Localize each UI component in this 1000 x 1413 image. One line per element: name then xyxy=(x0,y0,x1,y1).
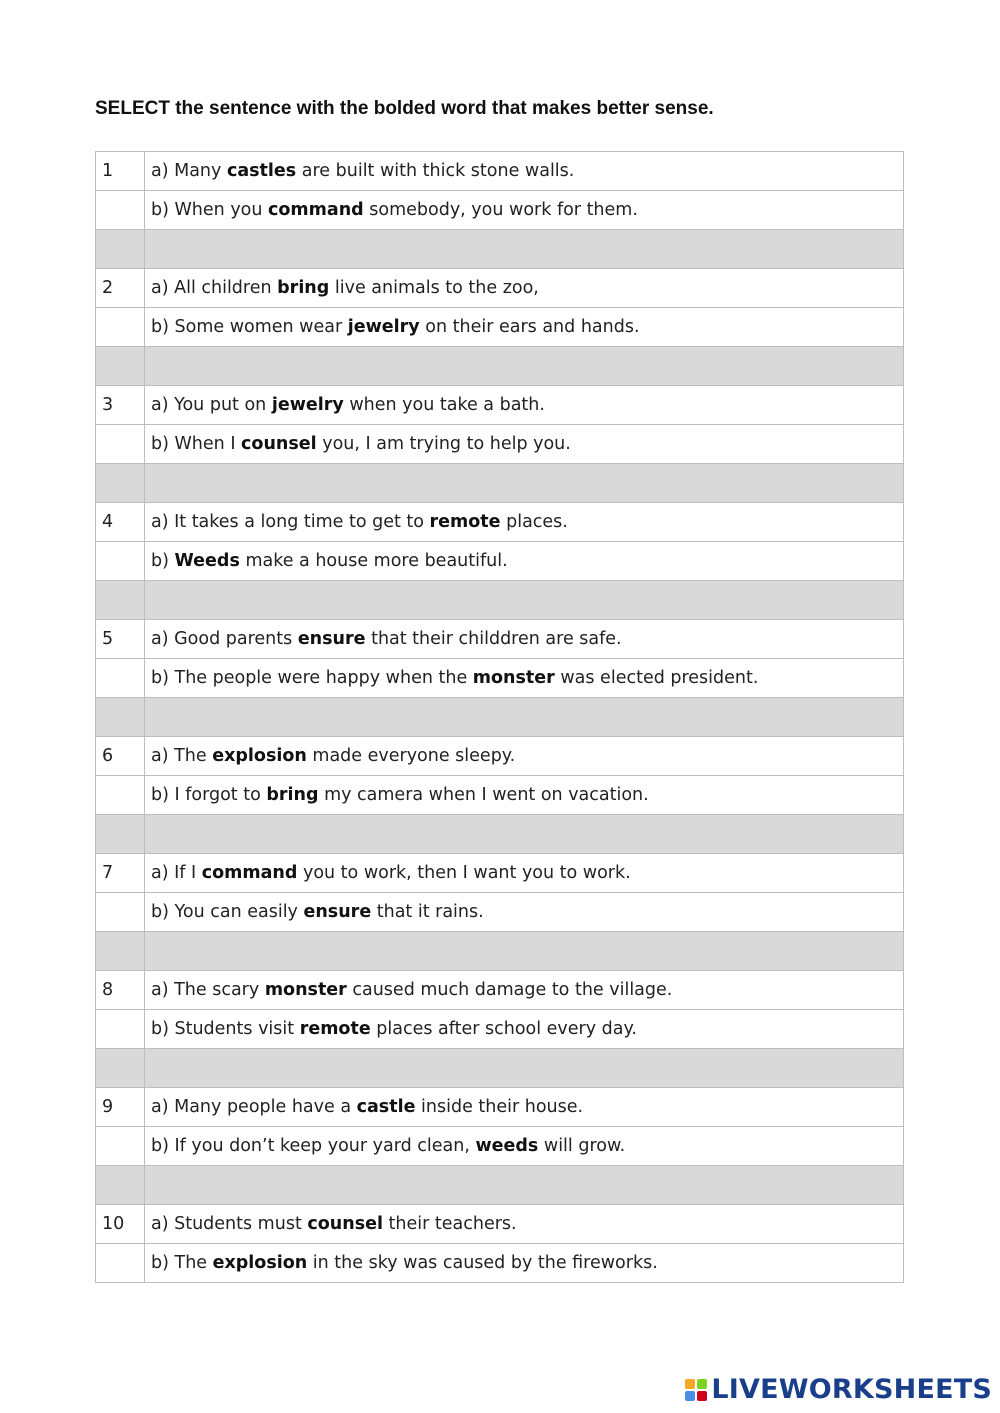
bolded-word: ensure xyxy=(303,902,372,922)
sentence-post: make a house more beautiful. xyxy=(239,551,508,571)
liveworksheets-logo-icon xyxy=(685,1379,707,1401)
number-cell-empty xyxy=(96,1127,145,1166)
sentence-post: somebody, you work for them. xyxy=(363,200,638,220)
question-row-a xyxy=(96,1088,904,1127)
number-cell-empty xyxy=(96,1010,145,1049)
question-number: 10 xyxy=(96,1205,145,1244)
question-row-b xyxy=(96,542,904,581)
question-row-a xyxy=(96,503,904,542)
question-row-b xyxy=(96,1127,904,1166)
sentence-post: when you take a bath. xyxy=(343,395,545,415)
separator-cell xyxy=(96,347,145,386)
question-row-b xyxy=(96,776,904,815)
separator-row xyxy=(96,464,904,503)
option-b[interactable] xyxy=(145,1244,904,1283)
option-a[interactable] xyxy=(145,854,904,893)
sentence-post: made everyone sleepy. xyxy=(306,746,516,766)
bolded-word: bring xyxy=(277,278,330,298)
sentence-post: are built with thick stone walls. xyxy=(296,161,575,181)
question-row-a xyxy=(96,152,904,191)
separator-cell xyxy=(145,464,904,503)
option-b[interactable] xyxy=(145,1010,904,1049)
sentence-pre: a) Good parents xyxy=(151,629,298,649)
question-number: 3 xyxy=(96,386,145,425)
question-number: 1 xyxy=(96,152,145,191)
sentence-pre: b) You can easily xyxy=(151,902,304,922)
bolded-word: remote xyxy=(299,1019,371,1039)
separator-cell xyxy=(96,230,145,269)
separator-row xyxy=(96,1166,904,1205)
option-b[interactable] xyxy=(145,893,904,932)
bolded-word: remote xyxy=(429,512,501,532)
sentence-post: caused much damage to the village. xyxy=(346,980,673,1000)
separator-cell xyxy=(96,932,145,971)
sentence-pre: a) All children xyxy=(151,278,278,298)
separator-cell xyxy=(96,698,145,737)
sentence-pre: b) I forgot to xyxy=(151,785,267,805)
sentence-pre: b) The people were happy when the xyxy=(151,668,473,688)
bolded-word: jewelry xyxy=(271,395,344,415)
option-b[interactable] xyxy=(145,659,904,698)
number-cell-empty xyxy=(96,308,145,347)
separator-cell xyxy=(145,1166,904,1205)
separator-row xyxy=(96,581,904,620)
liveworksheets-logo xyxy=(685,1374,992,1405)
question-number: 8 xyxy=(96,971,145,1010)
question-row-b xyxy=(96,425,904,464)
separator-cell xyxy=(145,230,904,269)
bolded-word: monster xyxy=(264,980,347,1000)
sentence-post: you, I am trying to help you. xyxy=(316,434,571,454)
number-cell-empty xyxy=(96,893,145,932)
bolded-word: castles xyxy=(226,161,297,181)
sentence-pre: a) If I xyxy=(151,863,202,883)
number-cell-empty xyxy=(96,1244,145,1283)
separator-cell xyxy=(96,581,145,620)
bolded-word: weeds xyxy=(475,1136,539,1156)
separator-row xyxy=(96,815,904,854)
question-row-b xyxy=(96,191,904,230)
number-cell-empty xyxy=(96,425,145,464)
option-a[interactable] xyxy=(145,1205,904,1244)
option-b[interactable] xyxy=(145,425,904,464)
sentence-pre: b) The xyxy=(151,1253,213,1273)
sentence-pre: b) If you don’t keep your yard clean, xyxy=(151,1136,476,1156)
sentence-pre: a) Many xyxy=(151,161,227,181)
bolded-word: ensure xyxy=(297,629,366,649)
option-a[interactable] xyxy=(145,386,904,425)
option-b[interactable] xyxy=(145,308,904,347)
separator-row xyxy=(96,1049,904,1088)
question-row-a xyxy=(96,854,904,893)
separator-cell xyxy=(145,581,904,620)
option-b[interactable] xyxy=(145,542,904,581)
logo-text: LIVEWORKSHEETS xyxy=(711,1374,992,1405)
question-row-a xyxy=(96,737,904,776)
bolded-word: explosion xyxy=(212,1253,308,1273)
sentence-pre: b) When you xyxy=(151,200,269,220)
separator-cell xyxy=(96,815,145,854)
sentence-post: on their ears and hands. xyxy=(419,317,640,337)
bolded-word: explosion xyxy=(212,746,307,766)
sentence-pre: a) Many people have a xyxy=(151,1097,357,1117)
question-number: 2 xyxy=(96,269,145,308)
sentence-pre: a) You put on xyxy=(151,395,272,415)
sentence-pre: b) When I xyxy=(151,434,242,454)
sentence-pre: b) xyxy=(151,551,175,571)
sentence-post: inside their house. xyxy=(415,1097,584,1117)
question-table xyxy=(95,151,904,1283)
question-number: 6 xyxy=(96,737,145,776)
number-cell-empty xyxy=(96,542,145,581)
separator-cell xyxy=(145,698,904,737)
option-a[interactable] xyxy=(145,152,904,191)
option-a[interactable] xyxy=(145,737,904,776)
number-cell-empty xyxy=(96,776,145,815)
sentence-post: my camera when I went on vacation. xyxy=(318,785,649,805)
option-a[interactable] xyxy=(145,620,904,659)
option-a[interactable] xyxy=(145,971,904,1010)
question-row-b xyxy=(96,659,904,698)
bolded-word: counsel xyxy=(307,1214,383,1234)
bolded-word: jewelry xyxy=(347,317,420,337)
sentence-pre: a) The scary xyxy=(151,980,265,1000)
option-a[interactable] xyxy=(145,1088,904,1127)
bolded-word: command xyxy=(201,863,298,883)
question-row-a xyxy=(96,620,904,659)
option-b[interactable] xyxy=(145,1127,904,1166)
bolded-word: bring xyxy=(266,785,319,805)
sentence-pre: a) It takes a long time to get to xyxy=(151,512,430,532)
separator-cell xyxy=(96,1049,145,1088)
sentence-pre: a) The xyxy=(151,746,213,766)
option-a[interactable] xyxy=(145,269,904,308)
question-row-b xyxy=(96,1010,904,1049)
bolded-word: Weeds xyxy=(174,551,240,571)
separator-row xyxy=(96,230,904,269)
sentence-post: was elected president. xyxy=(554,668,759,688)
sentence-post: that their childdren are safe. xyxy=(365,629,622,649)
question-row-a xyxy=(96,269,904,308)
bolded-word: counsel xyxy=(241,434,317,454)
option-b[interactable] xyxy=(145,776,904,815)
sentence-post: will grow. xyxy=(538,1136,626,1156)
sentence-pre: b) Some women wear xyxy=(151,317,348,337)
sentence-post: in the sky was caused by the fireworks. xyxy=(307,1253,658,1273)
sentence-post: live animals to the zoo, xyxy=(329,278,539,298)
question-row-a xyxy=(96,386,904,425)
question-row-a xyxy=(96,1205,904,1244)
bolded-word: command xyxy=(268,200,364,220)
question-number: 5 xyxy=(96,620,145,659)
number-cell-empty xyxy=(96,659,145,698)
sentence-post: their teachers. xyxy=(382,1214,517,1234)
sentence-pre: b) Students visit xyxy=(151,1019,300,1039)
question-number: 4 xyxy=(96,503,145,542)
sentence-post: places after school every day. xyxy=(370,1019,637,1039)
number-cell-empty xyxy=(96,191,145,230)
separator-row xyxy=(96,347,904,386)
separator-cell xyxy=(96,464,145,503)
separator-row xyxy=(96,932,904,971)
question-number: 9 xyxy=(96,1088,145,1127)
option-a[interactable] xyxy=(145,503,904,542)
option-b[interactable] xyxy=(145,191,904,230)
question-number: 7 xyxy=(96,854,145,893)
question-row-a xyxy=(96,971,904,1010)
sentence-post: that it rains. xyxy=(371,902,484,922)
separator-cell xyxy=(145,347,904,386)
separator-cell xyxy=(145,932,904,971)
separator-cell xyxy=(145,815,904,854)
sentence-pre: a) Students must xyxy=(151,1214,308,1234)
separator-cell xyxy=(96,1166,145,1205)
bolded-word: castle xyxy=(356,1097,416,1117)
bolded-word: monster xyxy=(472,668,555,688)
question-row-b xyxy=(96,1244,904,1283)
question-row-b xyxy=(96,893,904,932)
sentence-post: places. xyxy=(500,512,568,532)
sentence-post: you to work, then I want you to work. xyxy=(297,863,631,883)
separator-cell xyxy=(145,1049,904,1088)
separator-row xyxy=(96,698,904,737)
question-row-b xyxy=(96,308,904,347)
worksheet-title: SELECT the sentence with the bolded word that makes better sense. xyxy=(95,98,714,119)
